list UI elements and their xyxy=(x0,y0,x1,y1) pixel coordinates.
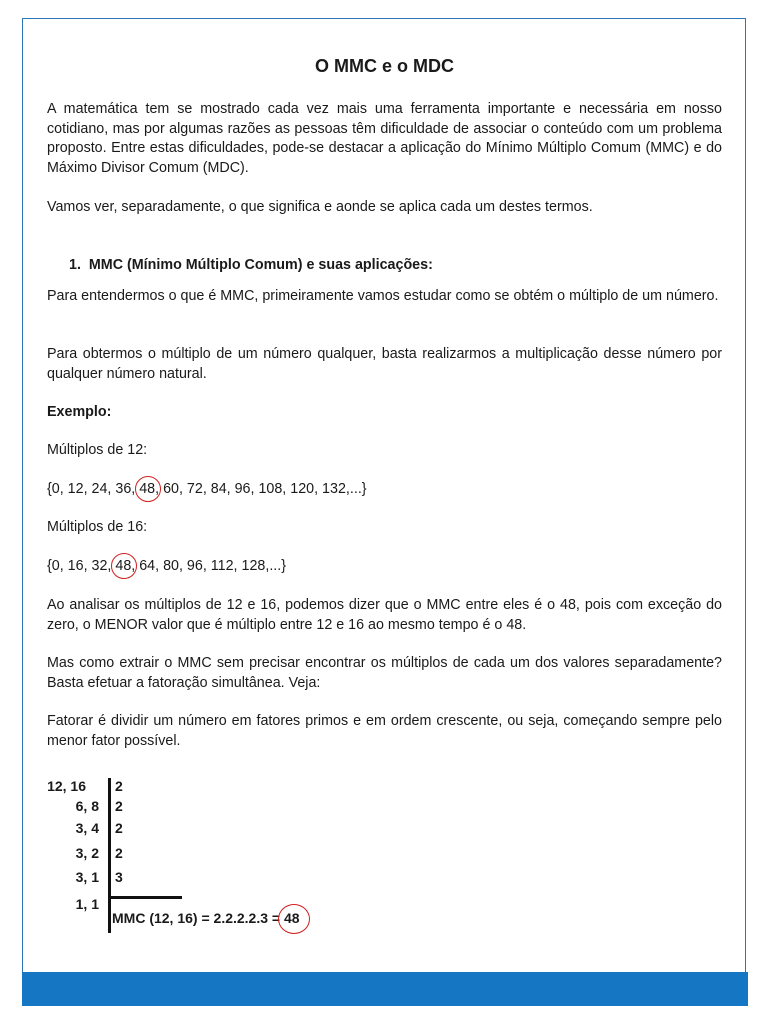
paragraph-multiple-intro: Para entendermos o que é MMC, primeiramente vamos estudar como se obtém o múltiplo de um número. xyxy=(47,288,719,304)
intro-paragraph-2: Vamos ver, separadamente, o que significa e aonde se aplica cada um destes termos. xyxy=(47,199,593,215)
section-number: 1. xyxy=(69,257,81,273)
intro-paragraph: A matemática tem se mostrado cada vez mais uma ferramenta importante e necessária em nosso cotidiano, mas por algumas razões as pessoas têm dificuldade de associar o conteúdo com um problema proposto. Entre estas dificuldades, pode-se destacar a aplicação do Mínimo Múltiplo Comum (MMC) e do Máximo Divisor Comum (MDC). xyxy=(47,101,722,176)
factor-right-3: 2 xyxy=(115,845,123,861)
example-label: Exemplo: xyxy=(47,404,112,420)
divider-horizontal xyxy=(108,896,182,899)
paragraph-question: Mas como extrair o MMC sem precisar encontrar os múltiplos de cada um dos valores separadamente? Basta efetuar a fatoração simultânea. Veja: xyxy=(47,655,722,691)
multiples-12-list xyxy=(47,480,722,500)
factor-right-2: 2 xyxy=(115,820,123,836)
multiples-12-before: {0, 12, 24, 36, xyxy=(47,481,140,497)
paragraph-multiple-how: Para obtermos o múltiplo de um número qualquer, basta realizarmos a multiplicação desse número por qualquer número natural. xyxy=(47,346,722,382)
page-title: O MMC e o MDC xyxy=(315,56,454,76)
paragraph-factoring: Fatorar é dividir um número em fatores primos e em ordem crescente, ou seja, começando sempre pelo menor fator possível. xyxy=(47,713,722,749)
red-circle-icon xyxy=(135,476,161,502)
multiples-16-before: {0, 16, 32, xyxy=(47,558,116,574)
factor-left-2: 3, 4 xyxy=(75,820,99,836)
factor-right-4: 3 xyxy=(115,869,123,885)
factor-right-1: 2 xyxy=(115,798,123,814)
paragraph-analysis: Ao analisar os múltiplos de 12 e 16, podemos dizer que o MMC entre eles é o 48, pois com exceção do zero, o MENOR valor que é múltiplo entre 12 e 16 ao mesmo tempo é o 48. xyxy=(47,597,722,633)
factor-left-3: 3, 2 xyxy=(75,845,99,861)
factor-left-1: 6, 8 xyxy=(75,798,99,814)
section-heading xyxy=(69,257,433,273)
multiples-16-list xyxy=(47,557,722,577)
factor-left-5: 1, 1 xyxy=(75,896,99,912)
red-circle-icon xyxy=(278,904,310,934)
red-circle-icon xyxy=(111,553,137,579)
mmc-result-value: 48 xyxy=(284,910,300,926)
mmc-result-text: MMC (12, 16) = 2.2.2.2.3 = xyxy=(112,910,284,926)
multiples-12-label: Múltiplos de 12: xyxy=(47,442,148,458)
divider-vertical xyxy=(108,778,111,933)
factor-left-0: 12, 16 xyxy=(47,778,86,794)
factor-left-4: 3, 1 xyxy=(75,869,99,885)
section-title: MMC (Mínimo Múltiplo Comum) e suas aplicações: xyxy=(88,257,433,273)
highlighted-48-16: 48 xyxy=(115,557,131,577)
multiples-12-after: , 60, 72, 84, 96, 108, 120, 132,...} xyxy=(155,481,367,497)
highlighted-48-12: 48 xyxy=(139,480,155,500)
footer-bar xyxy=(22,972,748,1006)
mmc-result xyxy=(112,910,300,926)
factor-right-0: 2 xyxy=(115,778,123,794)
multiples-16-after: , 64, 80, 96, 112, 128,...} xyxy=(131,558,287,574)
multiples-16-label: Múltiplos de 16: xyxy=(47,519,148,535)
